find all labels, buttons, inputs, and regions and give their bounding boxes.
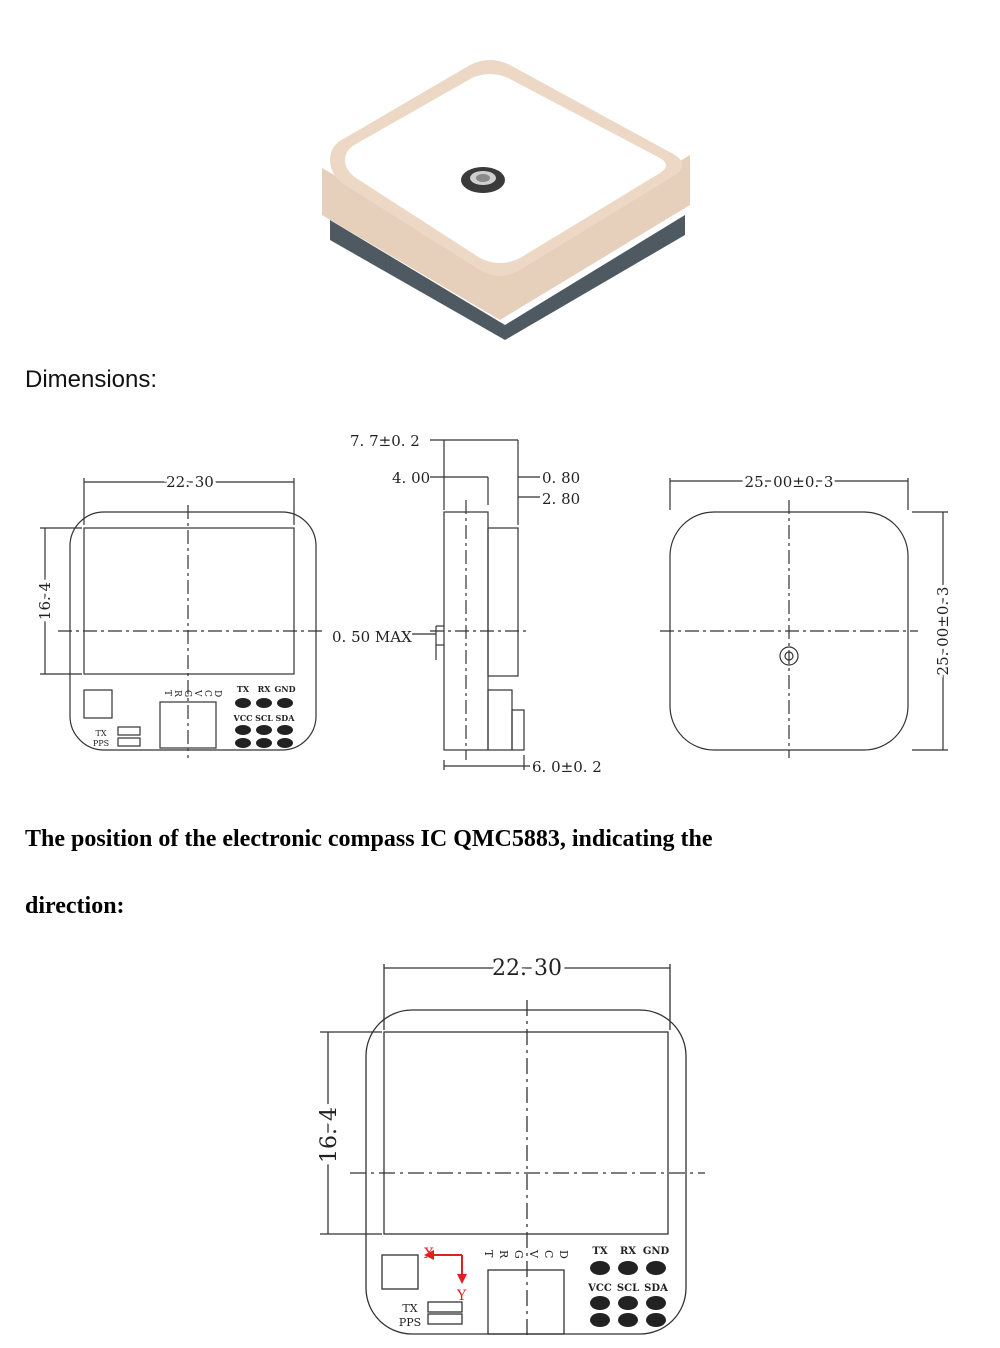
pin-label: R (497, 1250, 510, 1259)
pin-label: T (482, 1250, 495, 1258)
side-body-height: 4. 00 (392, 469, 431, 487)
pin-label: G (512, 1250, 525, 1259)
side-total-height: 7. 7±0. 2 (350, 432, 420, 450)
pad-label: TX (592, 1246, 608, 1257)
compass-antenna-area (384, 1032, 668, 1234)
antenna-width-label: 25. 00±0. 3 (744, 473, 834, 491)
pin-label: T (162, 690, 172, 697)
side-top-gap: 0. 80 (542, 469, 581, 487)
pin-label: G (182, 690, 192, 698)
led-label: TX (402, 1302, 418, 1315)
pad-label: RX (257, 684, 271, 694)
antenna-area (84, 528, 294, 674)
front-view-drawing (20, 460, 340, 760)
led-label: TX (95, 729, 107, 738)
pad-label: RX (619, 1246, 637, 1257)
pad-label: SDA (644, 1283, 668, 1294)
antenna-view-drawing (660, 460, 960, 760)
pad-label: GND (274, 684, 296, 694)
pin-label: V (192, 690, 202, 697)
pad-label: VCC (588, 1283, 612, 1294)
pad-label: SDA (275, 713, 295, 723)
pin-label: R (172, 690, 182, 697)
pad-label: TX (236, 684, 250, 694)
pin-label: C (202, 690, 212, 697)
compass-heading-line2: direction: (25, 893, 125, 919)
pad-label: SCL (616, 1283, 640, 1294)
side-base-label: 6. 0±0. 2 (532, 758, 602, 776)
compass-y-axis: Y (457, 1288, 467, 1304)
led-label: PPS (92, 739, 110, 748)
pad-label: GND (642, 1246, 670, 1257)
led-label: PPS (398, 1316, 422, 1329)
compass-x-axis: X (424, 1246, 434, 1262)
pin-label: D (557, 1250, 570, 1259)
side-max-label: 0. 50 MAX (332, 628, 412, 646)
pad-label: SCL (255, 713, 273, 723)
antenna-height-label: 25. 00±0. 3 (934, 586, 952, 676)
side-antenna-height: 2. 80 (542, 490, 581, 508)
pin-label: D (212, 690, 222, 698)
pin-label: C (542, 1250, 555, 1259)
product-render (300, 55, 720, 345)
dimensions-heading: Dimensions: (25, 366, 158, 393)
compass-view-drawing (300, 950, 720, 1340)
pin-label: V (527, 1250, 540, 1258)
side-view-drawing (320, 420, 640, 790)
front-height-label: 16. 4 (36, 581, 54, 621)
compass-width-label: 22. 30 (492, 956, 562, 981)
pad-label: VCC (233, 713, 253, 723)
front-width-label: 22. 30 (166, 473, 214, 491)
compass-height-label: 16. 4 (317, 1107, 342, 1163)
compass-heading-line1: The position of the electronic compass IC QMC5883, indicating the (25, 826, 713, 852)
